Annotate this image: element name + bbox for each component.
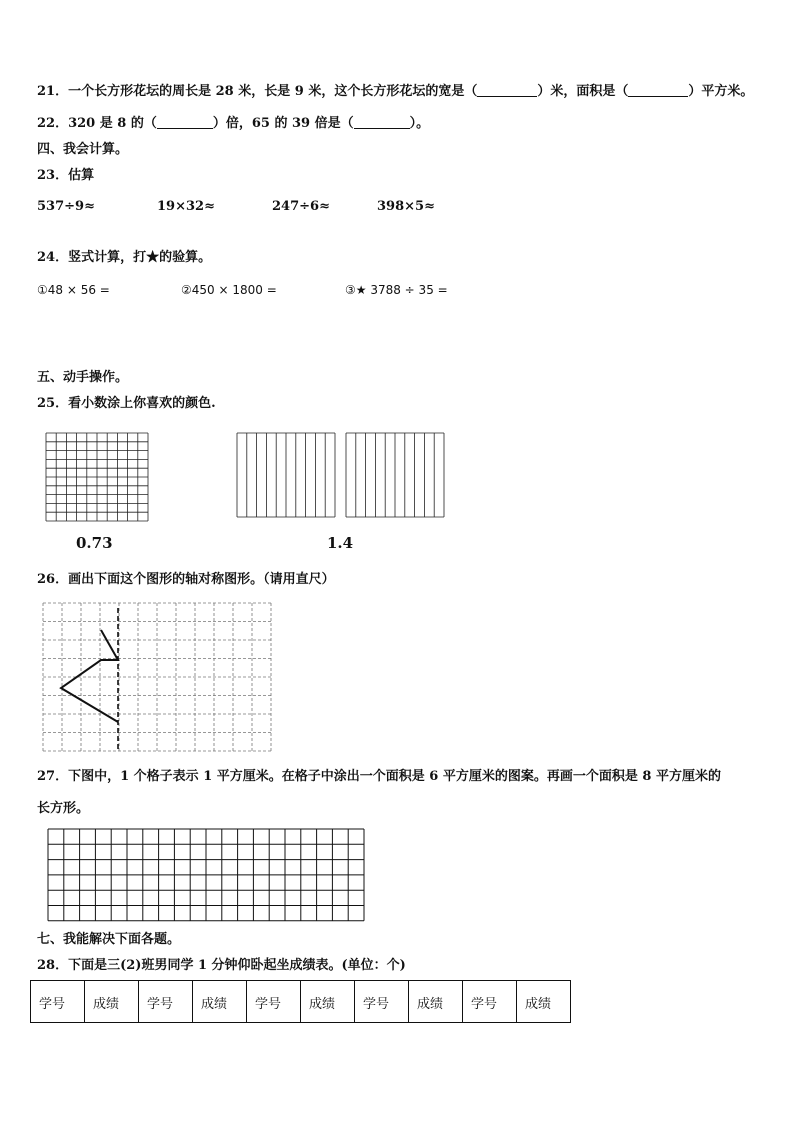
question-26-title: 26．画出下面这个图形的轴对称图形。（请用直尺） — [37, 572, 335, 587]
header-score: 成绩 — [193, 981, 247, 1023]
header-student-id: 学号 — [355, 981, 409, 1023]
q22-text-b: ）倍，65 的 39 倍是（ — [212, 116, 354, 131]
vertical-calc-2: ②450 × 1800 = — [181, 283, 277, 297]
header-student-id: 学号 — [139, 981, 193, 1023]
question-22 — [37, 116, 429, 132]
header-score: 成绩 — [85, 981, 139, 1023]
header-student-id: 学号 — [31, 981, 85, 1023]
q22-text-a: 22．320 是 8 的（ — [37, 116, 157, 131]
estimate-4: 398×5≈ — [377, 199, 435, 214]
question-21 — [37, 84, 753, 100]
q21-text-c: ）平方米。 — [688, 84, 754, 99]
header-score: 成绩 — [409, 981, 463, 1023]
header-student-id: 学号 — [463, 981, 517, 1023]
symmetry-grid[interactable] — [40, 600, 274, 754]
decimal-label-1: 0.73 — [76, 534, 113, 552]
section-5-heading: 五、动手操作。 — [37, 370, 129, 385]
hundred-grid[interactable] — [45, 432, 149, 522]
area-grid[interactable] — [47, 828, 365, 922]
question-24-title: 24．竖式计算，打★的验算。 — [37, 250, 212, 265]
estimate-1: 537÷9≈ — [37, 199, 95, 214]
estimate-3: 247÷6≈ — [272, 199, 330, 214]
vertical-calc-1: ①48 × 56 = — [37, 283, 110, 297]
q22-blank-2[interactable] — [354, 116, 410, 129]
question-28-title: 28．下面是三(2)班男同学 1 分钟仰卧起坐成绩表。(单位：个) — [37, 958, 406, 973]
q22-blank-1[interactable] — [157, 116, 213, 129]
section-7-heading: 七、我能解决下面各题。 — [37, 932, 181, 947]
question-23-title: 23．估算 — [37, 168, 95, 183]
score-table — [30, 980, 571, 1023]
vertical-calc-3: ③★ 3788 ÷ 35 = — [345, 283, 448, 297]
question-27-line1: 27．下图中，1 个格子表示 1 平方厘米。在格子中涂出一个面积是 6 平方厘米的图案。再画一个面积是 8 平方厘米的 — [37, 769, 721, 784]
q21-text-a: 21．一个长方形花坛的周长是 28 米，长是 9 米，这个长方形花坛的宽是（ — [37, 84, 478, 99]
question-25-title: 25．看小数涂上你喜欢的颜色. — [37, 396, 216, 411]
section-4-heading: 四、我会计算。 — [37, 142, 129, 157]
q22-text-c: ）。 — [409, 116, 430, 131]
half-figure — [61, 630, 118, 722]
tenths-block-2[interactable] — [345, 432, 445, 518]
q21-blank-width[interactable] — [477, 84, 537, 97]
table-row — [31, 981, 571, 1023]
header-student-id: 学号 — [247, 981, 301, 1023]
header-score: 成绩 — [301, 981, 355, 1023]
tenths-block-1[interactable] — [236, 432, 336, 518]
decimal-label-2: 1.4 — [327, 534, 354, 552]
estimate-2: 19×32≈ — [157, 199, 215, 214]
header-score: 成绩 — [517, 981, 571, 1023]
q21-text-b: ）米，面积是（ — [537, 84, 629, 99]
q21-blank-area[interactable] — [628, 84, 688, 97]
question-27-line2: 长方形。 — [37, 801, 90, 816]
